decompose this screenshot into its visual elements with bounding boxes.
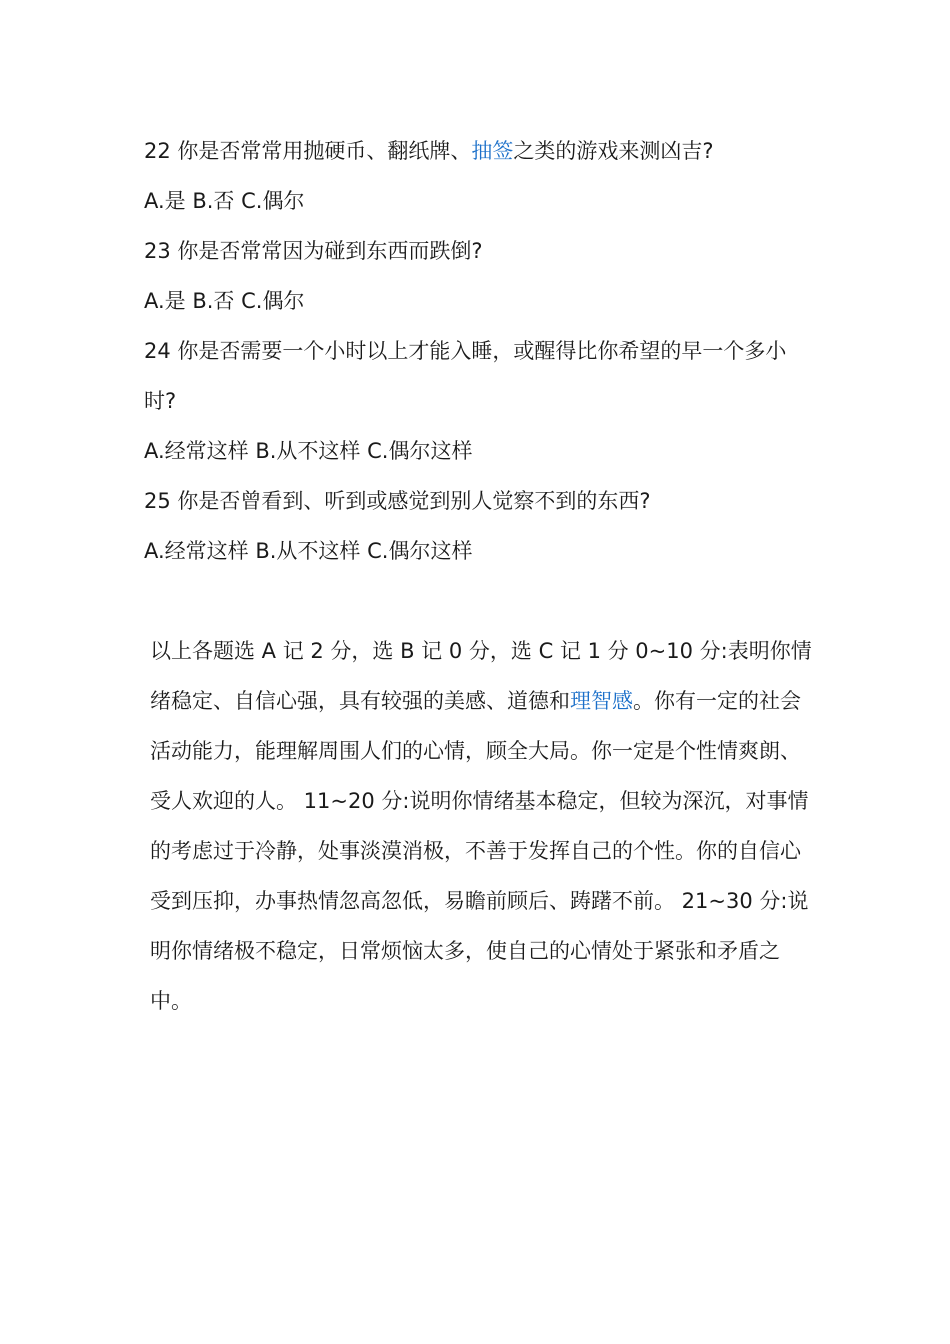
question-22-options: A.是 B.否 C.偶尔	[144, 189, 305, 213]
link-chouqian[interactable]: 抽签	[471, 139, 514, 163]
question-24-options: A.经常这样 B.从不这样 C.偶尔这样	[144, 439, 473, 463]
question-24: 24 你是否需要一个小时以上才能入睡，或醒得比你希望的早一个多小时?	[144, 339, 787, 413]
spacer	[144, 576, 812, 626]
question-23: 23 你是否常常因为碰到东西而跌倒?	[144, 239, 483, 263]
question-25-options: A.经常这样 B.从不这样 C.偶尔这样	[144, 539, 473, 563]
question-22-text-start: 22 你是否常常用抛硬币、翻纸牌、	[144, 139, 472, 163]
scoring-summary	[144, 626, 812, 1026]
summary-text-start: 以上各题选 A 记 2 分，选 B 记 0 分，选 C 记 1 分 0~10 分:表明你情绪稳定、自信心强，具有较强的美感、道德和	[150, 639, 812, 713]
question-23-options: A.是 B.否 C.偶尔	[144, 289, 305, 313]
link-lizhigan[interactable]: 理智感	[570, 689, 633, 713]
question-22-text-end: 之类的游戏来测凶吉?	[513, 139, 714, 163]
summary-text-end: 。你有一定的社会活动能力，能理解周围人们的心情，顾全大局。你一定是个性情爽朗、受人欢迎的人。 11~20 分:说明你情绪基本稳定，但较为深沉，对事情的考虑过于冷静，处事淡漠消极，不善于发挥自己的个性。你的自信心受到压抑，办事热情忽高忽低，易瞻前顾后、踌躇不前。 21~30 分:说明你情绪极不稳定，日常烦恼太多，使自己的心情处于紧张和矛盾之中。	[150, 689, 809, 1013]
question-22	[144, 126, 812, 176]
document-body	[144, 126, 812, 1026]
question-25: 25 你是否曾看到、听到或感觉到别人觉察不到的东西?	[144, 489, 651, 513]
